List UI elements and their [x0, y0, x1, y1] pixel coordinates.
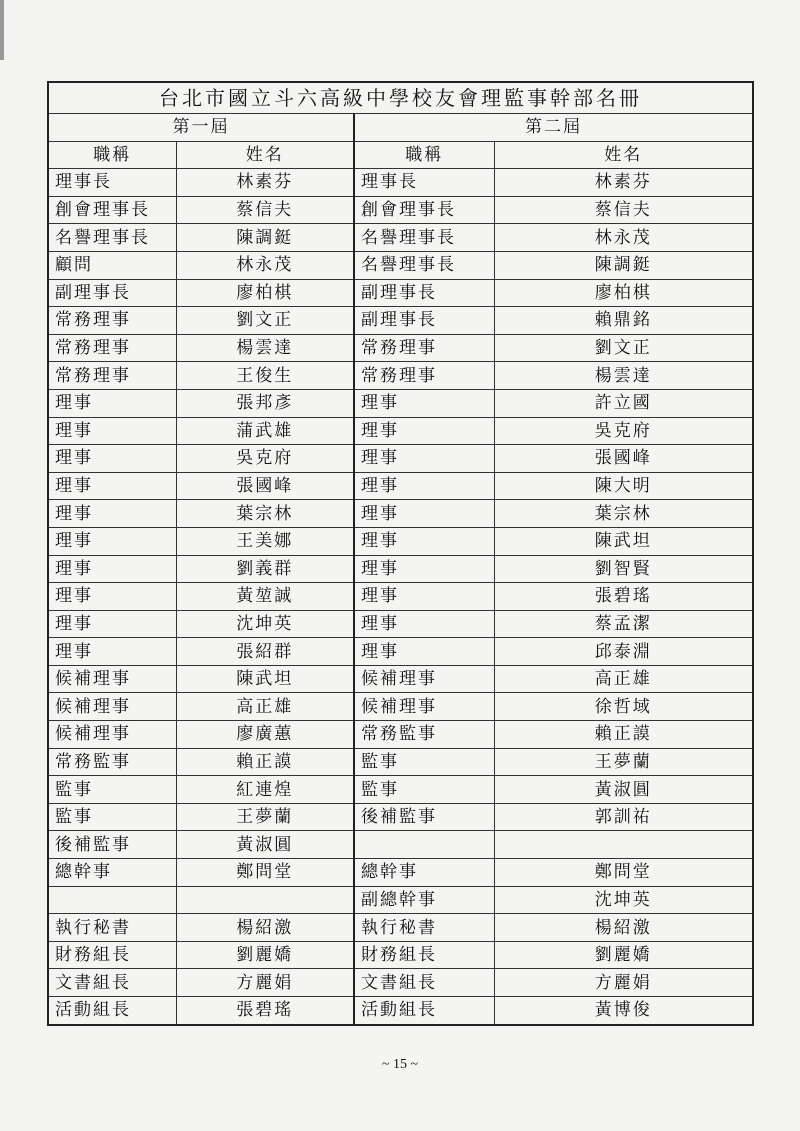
row-title-second: 副理事長 [354, 279, 494, 307]
row-title-first: 副理事長 [48, 279, 176, 307]
row-name-second: 葉宗林 [494, 500, 753, 528]
table-row [48, 555, 753, 583]
row-name-first: 劉文正 [176, 307, 354, 335]
table-row [48, 500, 753, 528]
row-title-first: 理事 [48, 417, 176, 445]
row-title-first: 後補監事 [48, 831, 176, 859]
row-title-first: 常務理事 [48, 307, 176, 335]
table-row [48, 417, 753, 445]
row-title-first: 理事 [48, 389, 176, 417]
table-row [48, 831, 753, 859]
row-title-first: 總幹事 [48, 859, 176, 887]
row-name-second: 黃淑圓 [494, 776, 753, 804]
row-title-second: 候補理事 [354, 693, 494, 721]
row-name-second: 林素芬 [494, 169, 753, 197]
table-row [48, 969, 753, 997]
table-row [48, 362, 753, 390]
row-name-second: 劉文正 [494, 334, 753, 362]
row-title-first: 理事 [48, 555, 176, 583]
row-title-first: 監事 [48, 803, 176, 831]
row-title-second: 執行秘書 [354, 914, 494, 942]
row-name-first: 張紹群 [176, 638, 354, 666]
row-name-second: 劉麗嬌 [494, 941, 753, 969]
row-title-first: 活動組長 [48, 997, 176, 1025]
row-name-second: 徐哲域 [494, 693, 753, 721]
table-row [48, 721, 753, 749]
table-row [48, 610, 753, 638]
row-name-second: 許立國 [494, 389, 753, 417]
row-title-first: 執行秘書 [48, 914, 176, 942]
row-title-second: 理事 [354, 583, 494, 611]
row-name-second: 張國峰 [494, 445, 753, 473]
scan-edge-mark [0, 0, 4, 60]
row-name-first: 楊紹激 [176, 914, 354, 942]
row-name-first: 高正雄 [176, 693, 354, 721]
row-title-second: 文書組長 [354, 969, 494, 997]
row-name-first: 沈坤英 [176, 610, 354, 638]
row-name-first: 賴正謨 [176, 748, 354, 776]
table-row [48, 527, 753, 555]
row-title-first: 候補理事 [48, 665, 176, 693]
table-row [48, 776, 753, 804]
table-row [48, 583, 753, 611]
table-row [48, 748, 753, 776]
row-name-second: 鄭問堂 [494, 859, 753, 887]
header-title-second: 職稱 [354, 141, 494, 169]
table-row [48, 693, 753, 721]
row-title-second: 理事 [354, 389, 494, 417]
page-number: ~ 15 ~ [381, 1057, 419, 1072]
row-title-second: 理事 [354, 445, 494, 473]
row-name-second: 林永茂 [494, 224, 753, 252]
row-title-second: 監事 [354, 748, 494, 776]
row-name-second: 楊雲達 [494, 362, 753, 390]
row-title-second: 副理事長 [354, 307, 494, 335]
row-name-second: 陳大明 [494, 472, 753, 500]
row-title-first: 理事 [48, 583, 176, 611]
row-name-first: 陳調鋌 [176, 224, 354, 252]
table-row [48, 941, 753, 969]
row-name-second: 陳調鋌 [494, 251, 753, 279]
title-row [48, 82, 753, 114]
row-title-first [48, 886, 176, 914]
header-name-first: 姓名 [176, 141, 354, 169]
row-title-second [354, 831, 494, 859]
row-title-second: 理事 [354, 500, 494, 528]
row-title-first: 常務理事 [48, 334, 176, 362]
row-name-second: 邱泰淵 [494, 638, 753, 666]
roster-table [47, 81, 754, 1026]
row-title-first: 常務監事 [48, 748, 176, 776]
row-title-first: 理事 [48, 500, 176, 528]
row-title-second: 名譽理事長 [354, 251, 494, 279]
table-row [48, 665, 753, 693]
row-name-second: 蔡孟潔 [494, 610, 753, 638]
row-name-second: 劉智賢 [494, 555, 753, 583]
row-name-second: 陳武坦 [494, 527, 753, 555]
row-name-first: 張邦彥 [176, 389, 354, 417]
row-title-first: 顧問 [48, 251, 176, 279]
row-name-first: 鄭問堂 [176, 859, 354, 887]
row-title-second: 常務理事 [354, 362, 494, 390]
row-name-first: 黃淑圓 [176, 831, 354, 859]
row-title-second: 創會理事長 [354, 196, 494, 224]
row-title-second: 後補監事 [354, 803, 494, 831]
row-title-second: 理事 [354, 555, 494, 583]
table-row [48, 914, 753, 942]
row-name-second: 廖柏棋 [494, 279, 753, 307]
table-row [48, 251, 753, 279]
row-title-first: 財務組長 [48, 941, 176, 969]
table-row [48, 997, 753, 1025]
row-name-second: 郭訓祐 [494, 803, 753, 831]
row-title-second: 監事 [354, 776, 494, 804]
row-title-second: 名譽理事長 [354, 224, 494, 252]
row-name-first: 林永茂 [176, 251, 354, 279]
row-title-first: 候補理事 [48, 693, 176, 721]
row-title-second: 常務理事 [354, 334, 494, 362]
row-title-second: 總幹事 [354, 859, 494, 887]
row-name-second [494, 831, 753, 859]
row-name-second: 張碧瑤 [494, 583, 753, 611]
header-name-second: 姓名 [494, 141, 753, 169]
row-title-first: 理事 [48, 638, 176, 666]
row-name-first: 廖廣蕙 [176, 721, 354, 749]
row-name-first: 劉麗嬌 [176, 941, 354, 969]
row-title-first: 候補理事 [48, 721, 176, 749]
row-title-second: 理事 [354, 610, 494, 638]
table-row [48, 307, 753, 335]
row-name-second: 楊紹激 [494, 914, 753, 942]
row-name-first: 劉義群 [176, 555, 354, 583]
row-title-first: 常務理事 [48, 362, 176, 390]
row-name-second: 蔡信夫 [494, 196, 753, 224]
row-name-first: 方麗娟 [176, 969, 354, 997]
term-second-label: 第二屆 [354, 114, 753, 142]
row-name-first: 蔡信夫 [176, 196, 354, 224]
row-name-first: 廖柏棋 [176, 279, 354, 307]
table-row [48, 638, 753, 666]
row-name-second: 賴正謨 [494, 721, 753, 749]
row-title-second: 理事 [354, 472, 494, 500]
row-title-second: 常務監事 [354, 721, 494, 749]
row-title-second: 財務組長 [354, 941, 494, 969]
row-name-first: 楊雲達 [176, 334, 354, 362]
table-row [48, 389, 753, 417]
row-title-first: 名譽理事長 [48, 224, 176, 252]
row-name-second: 王夢蘭 [494, 748, 753, 776]
table-row [48, 169, 753, 197]
row-title-second: 理事 [354, 527, 494, 555]
table-row [48, 803, 753, 831]
table-row [48, 472, 753, 500]
table-row [48, 445, 753, 473]
row-name-second: 賴鼎銘 [494, 307, 753, 335]
row-name-second: 方麗娟 [494, 969, 753, 997]
row-title-second: 理事 [354, 638, 494, 666]
row-name-first: 葉宗林 [176, 500, 354, 528]
row-title-second: 理事長 [354, 169, 494, 197]
row-name-second: 黃博俊 [494, 997, 753, 1025]
row-title-first: 理事 [48, 610, 176, 638]
row-name-second: 高正雄 [494, 665, 753, 693]
table-row [48, 279, 753, 307]
column-header-row [48, 141, 753, 169]
row-title-first: 理事 [48, 472, 176, 500]
row-title-first: 文書組長 [48, 969, 176, 997]
row-name-first: 張碧瑤 [176, 997, 354, 1025]
row-name-first: 紅連煌 [176, 776, 354, 804]
table-row [48, 334, 753, 362]
term-first-label: 第一屆 [48, 114, 354, 142]
row-title-first: 理事 [48, 445, 176, 473]
row-title-first: 監事 [48, 776, 176, 804]
row-name-first: 林素芬 [176, 169, 354, 197]
row-title-second: 理事 [354, 417, 494, 445]
row-name-first: 王俊生 [176, 362, 354, 390]
table-row [48, 886, 753, 914]
row-name-first: 黃堃誠 [176, 583, 354, 611]
row-name-second: 吳克府 [494, 417, 753, 445]
row-title-first: 創會理事長 [48, 196, 176, 224]
row-title-second: 副總幹事 [354, 886, 494, 914]
row-name-first: 張國峰 [176, 472, 354, 500]
row-name-first: 陳武坦 [176, 665, 354, 693]
row-title-first: 理事 [48, 527, 176, 555]
row-title-first: 理事長 [48, 169, 176, 197]
document-title: 台北市國立斗六高級中學校友會理監事幹部名冊 [48, 82, 753, 114]
row-name-first: 蒲武雄 [176, 417, 354, 445]
row-name-second: 沈坤英 [494, 886, 753, 914]
row-name-first: 吳克府 [176, 445, 354, 473]
table-row [48, 196, 753, 224]
row-title-second: 活動組長 [354, 997, 494, 1025]
row-name-first: 王美娜 [176, 527, 354, 555]
table-row [48, 224, 753, 252]
table-row [48, 859, 753, 887]
row-name-first: 王夢蘭 [176, 803, 354, 831]
header-title-first: 職稱 [48, 141, 176, 169]
term-row [48, 114, 753, 142]
row-title-second: 候補理事 [354, 665, 494, 693]
row-name-first [176, 886, 354, 914]
